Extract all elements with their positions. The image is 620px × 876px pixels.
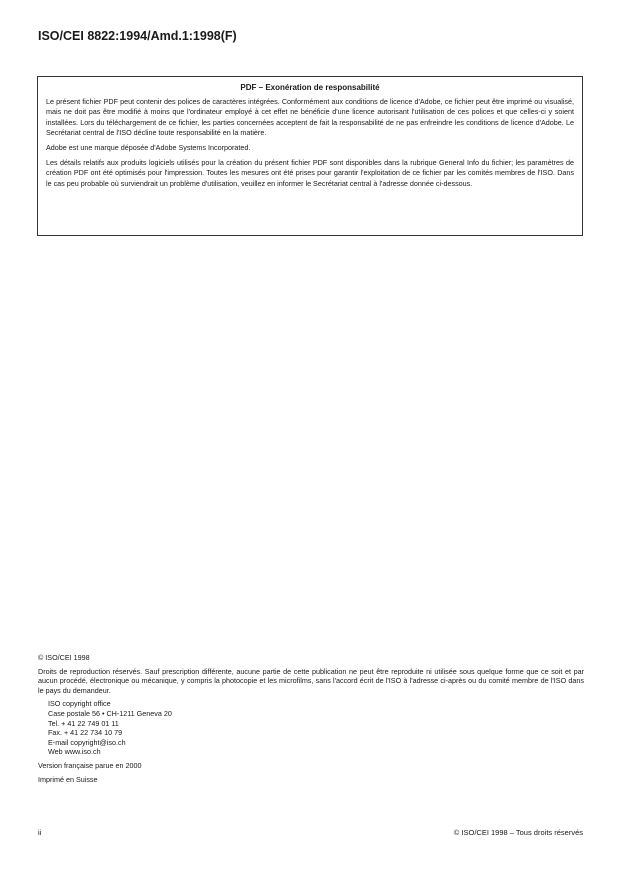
address-email: E-mail copyright@iso.ch <box>48 737 126 747</box>
version-note: Version française parue en 2000 <box>38 760 142 770</box>
pdf-disclaimer-box <box>37 76 583 236</box>
copyright-line: © ISO/CEI 1998 <box>38 653 90 662</box>
address-block <box>38 699 584 757</box>
printed-note: Imprimé en Suisse <box>38 774 98 784</box>
disclaimer-paragraph: Adobe est une marque déposée d'Adobe Systems Incorporated. <box>46 143 251 153</box>
document-header: ISO/CEI 8822:1994/Amd.1:1998(F) <box>38 29 237 43</box>
address-line: Case postale 56 • CH-1211 Geneva 20 <box>48 708 172 718</box>
rights-text: Droits de reproduction réservés. Sauf prescription différente, aucune partie de cette publication ne peut être reproduite ni utilisée sous quelque forme que ce soit et par aucun procédé, électronique ou mécanique, y compris la photocopie et les microfilms, sans l'accord écrit de l'ISO à l'adresse ci-après ou du comité membre de l'ISO dans le pays du demandeur. <box>38 666 584 695</box>
rights-footer: © ISO/CEI 1998 – Tous droits réservés <box>453 828 583 837</box>
page-number: ii <box>38 828 42 837</box>
disclaimer-paragraph: Les détails relatifs aux produits logiciels utilisés pour la création du présent fichier PDF sont disponibles dans la rubrique General Info du fichier; les paramètres de création PDF ont été optimisés pour l'impression. Toutes les mesures ont été prises pour garantir l'exploitation de ce fichier par les comités membres de l'ISO. Dans le cas peu probable où surviendrait un problème d'utilisation, veuillez en informer le Secrétariat central à l'adresse donnée ci-dessous. <box>46 158 574 188</box>
address-line: ISO copyright office <box>48 699 111 709</box>
address-line: Fax. + 41 22 734 10 79 <box>48 728 123 738</box>
address-web: Web www.iso.ch <box>48 747 101 757</box>
address-line: Tel. + 41 22 749 01 11 <box>48 718 119 728</box>
copyright-section <box>38 653 584 788</box>
disclaimer-paragraph: Le présent fichier PDF peut contenir des polices de caractères intégrées. Conformément aux conditions de licence d'Adobe, ce fichier peut être imprimé ou visualisé, mais ne doit pas être modifié à moins que l'ordinateur employé à cet effet ne bénéficie d'une licence autorisant l'utilisation de ces polices et que celles-ci y soient installées. Lors du téléchargement de ce fichier, les parties concernées acceptent de fait la responsabilité de ne pas enfreindre les conditions de licence d'Adobe. Le Secrétariat central de l'ISO décline toute responsabilité en la matière. <box>46 97 574 138</box>
disclaimer-title: PDF – Exonération de responsabilité <box>240 83 380 92</box>
